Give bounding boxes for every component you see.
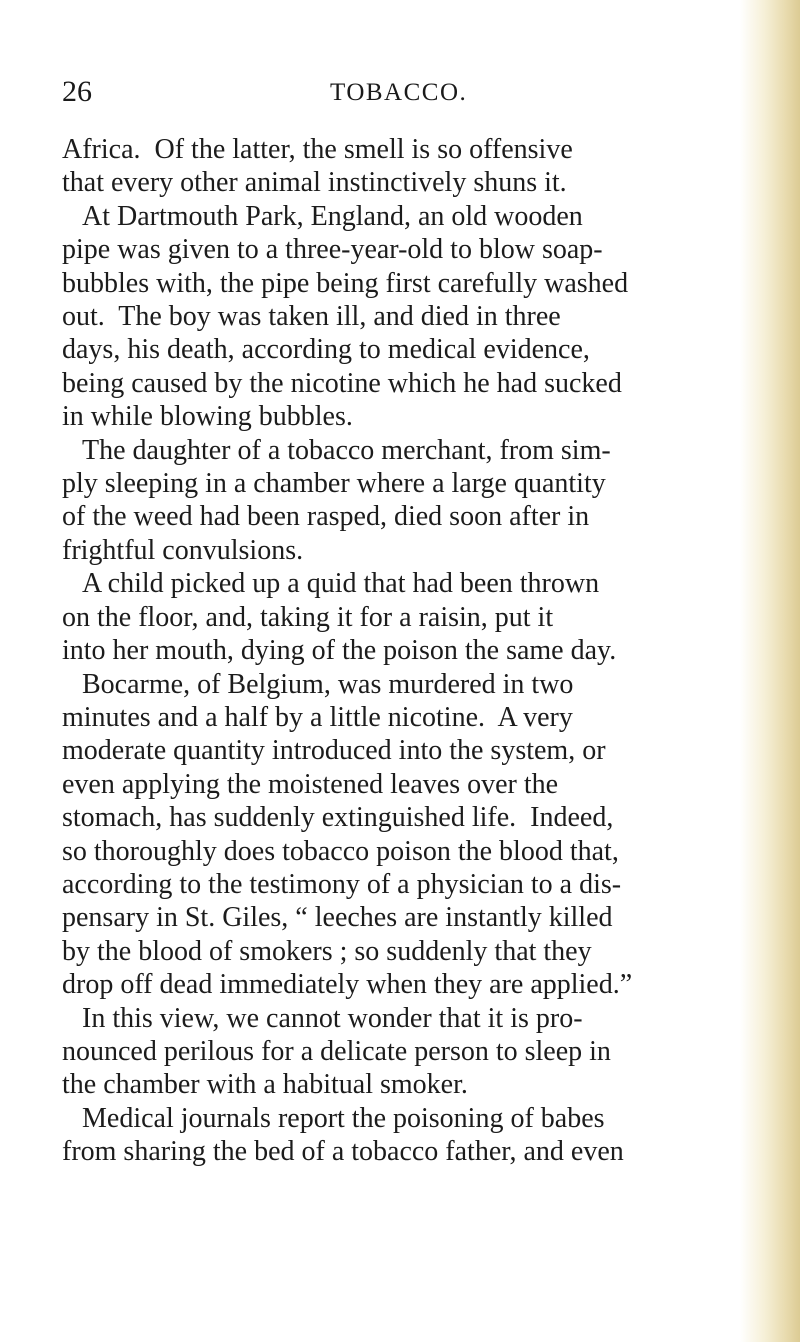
text-line: The daughter of a tobacco merchant, from sim- bbox=[82, 434, 611, 466]
text-line: Africa. Of the latter, the smell is so offensive bbox=[62, 134, 573, 165]
text-line: being caused by the nicotine which he had sucked bbox=[62, 367, 622, 399]
running-title: TOBACCO. bbox=[330, 79, 468, 106]
text-line: into her mouth, dying of the poison the same day. bbox=[62, 635, 617, 667]
page-header bbox=[62, 74, 722, 114]
text-line: so thoroughly does tobacco poison the blood that, bbox=[62, 835, 619, 867]
text-line: Bocarme, of Belgium, was murdered in two bbox=[82, 668, 574, 700]
text-line: according to the testimony of a physician to a dis- bbox=[62, 868, 622, 900]
text-line: the chamber with a habitual smoker. bbox=[62, 1069, 468, 1101]
text-line: drop off dead immediately when they are applied.” bbox=[62, 969, 633, 1001]
text-line: frightful convulsions. bbox=[62, 534, 304, 566]
page-number: 26 bbox=[62, 75, 92, 108]
text-line: pipe was given to a three-year-old to blow soap- bbox=[62, 234, 603, 266]
text-line: At Dartmouth Park, England, an old wooden bbox=[82, 200, 583, 232]
text-line: A child picked up a quid that had been thrown bbox=[82, 568, 600, 600]
text-line: minutes and a half by a little nicotine. A very bbox=[62, 701, 573, 733]
text-line: stomach, has suddenly extinguished life. Indeed, bbox=[62, 802, 614, 834]
text-line: nounced perilous for a delicate person to sleep in bbox=[62, 1035, 611, 1067]
text-line: on the floor, and, taking it for a raisin, put it bbox=[62, 601, 554, 633]
text-line: Medical journals report the poisoning of babes bbox=[82, 1102, 605, 1134]
text-line: moderate quantity introduced into the system, or bbox=[62, 735, 606, 767]
text-line: of the weed had been rasped, died soon after in bbox=[62, 501, 590, 533]
text-line: out. The boy was taken ill, and died in three bbox=[62, 301, 561, 333]
body-text bbox=[62, 133, 768, 1169]
text-line: ply sleeping in a chamber where a large quantity bbox=[62, 468, 606, 500]
text-line: that every other animal instinctively shuns it. bbox=[62, 167, 567, 199]
text-line: even applying the moistened leaves over the bbox=[62, 768, 559, 800]
text-line: from sharing the bed of a tobacco father, and even bbox=[62, 1136, 624, 1168]
text-line: by the blood of smokers ; so suddenly that they bbox=[62, 935, 592, 967]
text-line: pensary in St. Giles, “ leeches are instantly killed bbox=[62, 902, 613, 934]
text-line: bubbles with, the pipe being first carefully washed bbox=[62, 267, 629, 299]
text-line: days, his death, according to medical evidence, bbox=[62, 334, 590, 366]
text-line: in while blowing bubbles. bbox=[62, 401, 353, 433]
text-line: In this view, we cannot wonder that it is pro- bbox=[82, 1002, 583, 1034]
